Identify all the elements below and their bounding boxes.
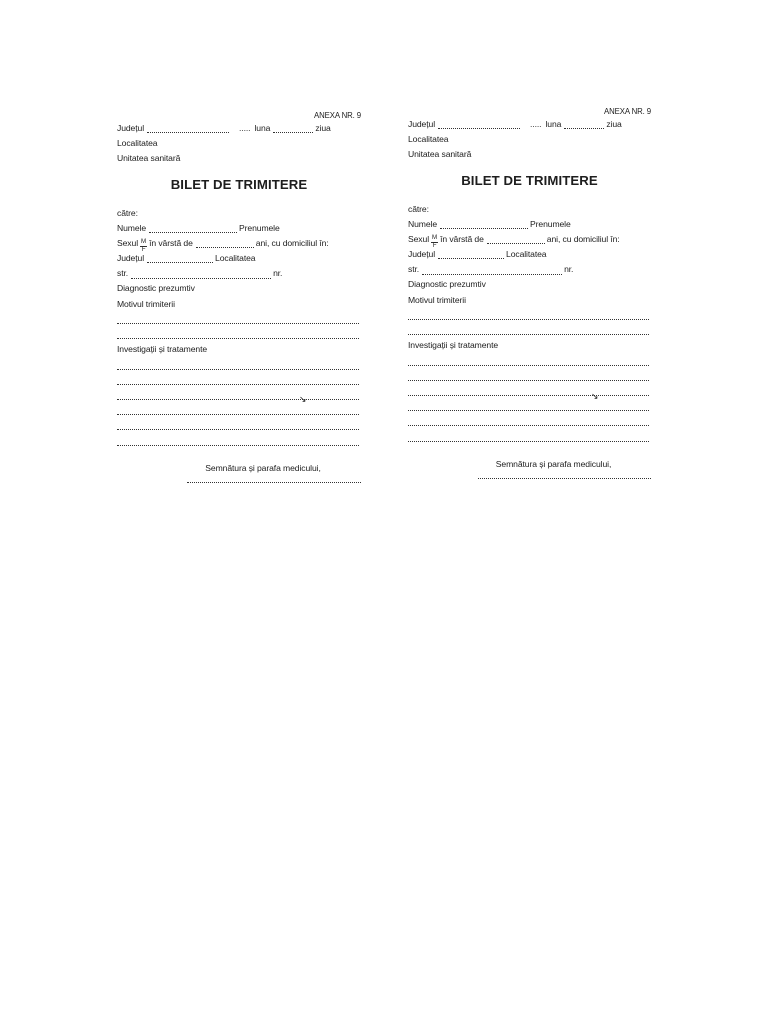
numele-label: Numele [408,218,438,229]
signature-label: Semnătura și parafa medicului, [495,458,612,469]
referral-form-left [117,110,361,485]
motivul-row [408,293,651,308]
diagnostic-label: Diagnostic prezumtiv [117,283,195,294]
age-field[interactable] [196,246,254,248]
investigatii-label: Investigații și tratamente [117,344,208,355]
judet-field[interactable] [438,127,520,129]
header-row-localitate [408,132,651,147]
name-row [117,221,361,236]
numele-label: Numele [117,222,147,233]
investigatii-extra-line[interactable] [117,418,361,433]
investigatii-extra-line[interactable] [117,403,361,418]
signature-label: Semnătura și parafa medicului, [205,462,321,473]
judetul2-field[interactable] [147,261,213,263]
sex-choice[interactable] [140,239,147,251]
motivul-extra-line[interactable] [408,323,651,338]
nr-label: nr. [564,264,574,275]
sex-age-row [117,236,361,251]
annex-number: ANEXA NR. 9 [604,107,651,116]
sex-f: F [141,245,146,252]
catre-row [408,202,651,217]
investigatii-extra-line[interactable] [117,373,361,388]
judetul2-label: Județul [408,249,436,260]
street-row [408,262,651,277]
prenumele-label: Prenumele [530,218,571,229]
judetul2-field[interactable] [438,257,504,259]
str-label: str. [117,268,129,279]
referral-form-right [408,106,651,481]
diagnostic-row [117,282,361,297]
form-title: BILET DE TRIMITERE [461,172,598,188]
stray-mark: ↘ [591,391,599,401]
form-title: BILET DE TRIMITERE [170,176,308,192]
str-field[interactable] [422,273,562,275]
stray-mark: ↘ [299,394,307,404]
header-row-unitate [117,151,361,166]
judet-localitate-row [408,247,651,262]
signature-line[interactable] [187,475,361,485]
sex-choice[interactable] [431,235,438,247]
in-varsta-label: în vârstă de [149,237,193,248]
ziua-label: ziua [606,118,622,129]
localitatea2-label: Localitatea [215,253,256,264]
motivul-label: Motivul trimiterii [117,298,175,309]
unitatea-label: Unitatea sanitară [408,149,472,160]
sexul-label: Sexul [408,233,429,244]
str-field[interactable] [131,277,271,279]
header-row-unitate [408,147,651,162]
investigatii-extra-line[interactable] [408,414,651,429]
unitatea-label: Unitatea sanitară [117,153,181,164]
investigatii-row [408,338,651,353]
numele-field[interactable] [149,231,237,233]
investigatii-extra-line[interactable] [117,433,361,448]
signature-line[interactable] [478,471,651,481]
investigatii-extra-line[interactable] [117,357,361,372]
investigatii-extra-line[interactable] [408,429,651,444]
ani-domiciliul-label: ani, cu domiciliul în: [255,237,329,248]
sex-m: M [141,237,147,245]
motivul-extra-line[interactable] [117,327,361,342]
localitatea-label: Localitatea [117,138,158,149]
ziua-label: ziua [315,122,331,133]
investigatii-extra-line[interactable] [408,399,651,414]
investigatii-extra-line[interactable] [408,369,651,384]
luna-label: luna [254,122,271,133]
judet-field[interactable] [147,131,229,133]
catre-label: către: [408,203,429,214]
sexul-label: Sexul [117,237,138,248]
luna-field[interactable] [564,127,604,129]
investigatii-extra-line[interactable] [117,388,361,403]
sex-m: M [432,233,438,241]
investigatii-row [117,342,361,357]
luna-label: luna [545,118,562,129]
name-row [408,217,651,232]
motivul-label: Motivul trimiterii [408,294,466,305]
judet-localitate-row [117,251,361,266]
judet-label: Județul [117,122,145,133]
diagnostic-row [408,278,651,293]
motivul-extra-line[interactable] [408,308,651,323]
judetul2-label: Județul [117,253,145,264]
str-label: str. [408,264,420,275]
ani-domiciliul-label: ani, cu domiciliul în: [546,233,620,244]
judet-label: Județul [408,118,436,129]
localitatea-label: Localitatea [408,134,449,145]
header-row-judet [408,117,651,132]
investigatii-label: Investigații și tratamente [408,340,499,351]
localitatea2-label: Localitatea [506,249,547,260]
sex-f: F [432,241,437,248]
catre-row [117,206,361,221]
sex-age-row [408,232,651,247]
numele-field[interactable] [440,227,528,229]
nr-label: nr. [273,268,283,279]
annex-number: ANEXA NR. 9 [314,111,361,120]
diagnostic-label: Diagnostic prezumtiv [408,279,486,290]
luna-prefix: ..... [530,118,542,129]
street-row [117,266,361,281]
investigatii-extra-line[interactable] [408,353,651,368]
catre-label: către: [117,207,138,218]
motivul-extra-line[interactable] [117,312,361,327]
header-row-localitate [117,136,361,151]
investigatii-extra-line[interactable] [408,384,651,399]
prenumele-label: Prenumele [239,222,280,233]
motivul-row [117,297,361,312]
age-field[interactable] [487,242,545,244]
in-varsta-label: în vârstă de [440,233,484,244]
luna-prefix: ..... [239,122,251,133]
header-row-judet [117,121,361,136]
luna-field[interactable] [273,131,313,133]
